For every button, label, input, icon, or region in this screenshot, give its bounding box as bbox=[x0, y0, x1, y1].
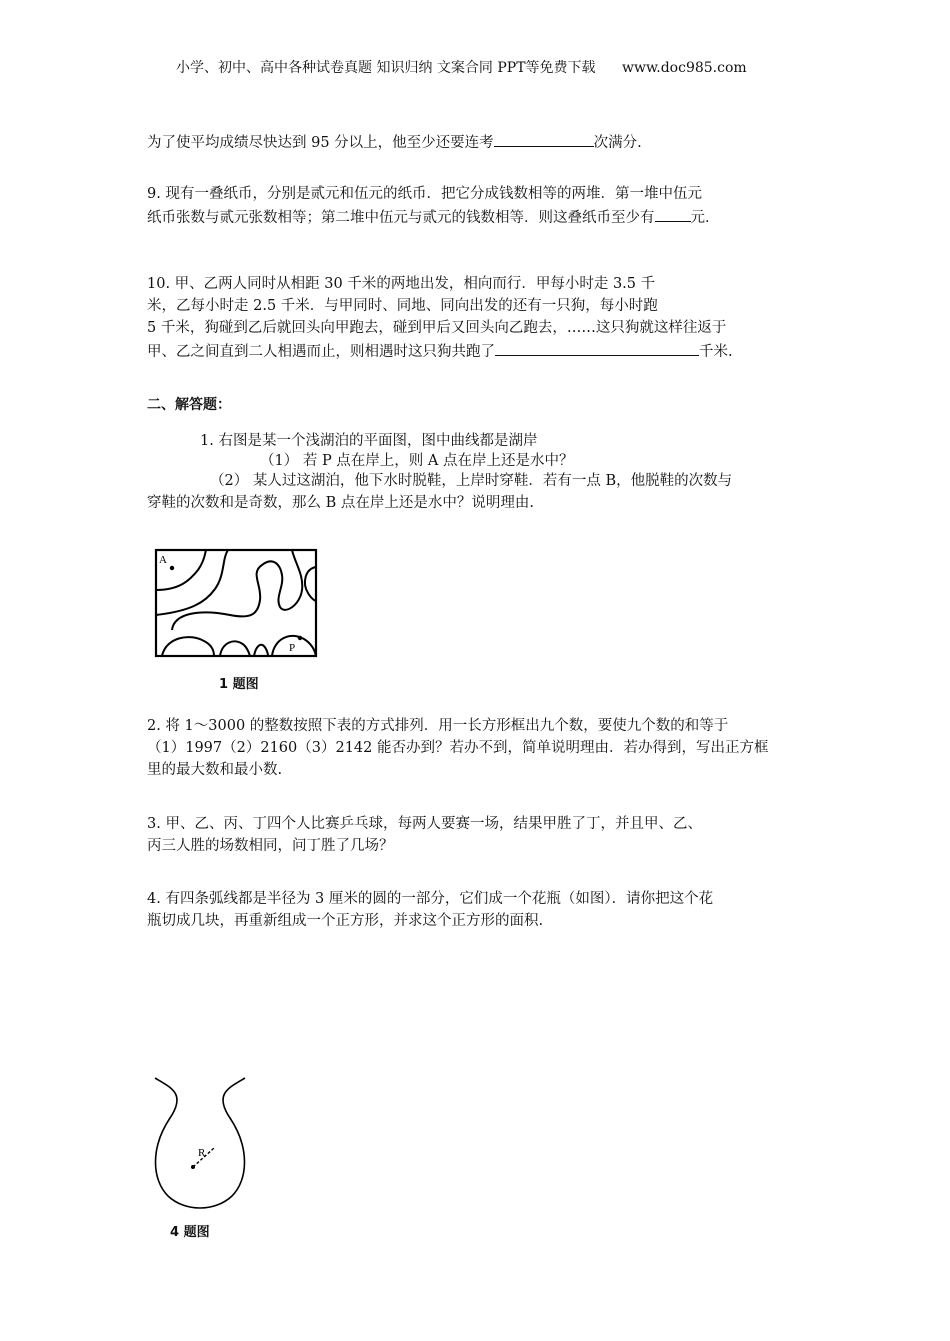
q10-line-3: 5 千米，狗碰到乙后就回头向甲跑去，碰到甲后又回头向乙跑去，……这只狗就这样往返于 bbox=[147, 320, 727, 336]
header-text: 小学、初中、高中各种试卷真题 知识归纳 文案合同 PPT等免费下载 bbox=[176, 60, 596, 76]
lake-map-figure bbox=[150, 545, 322, 661]
point-p-dot bbox=[298, 636, 302, 640]
q10-line-1: 10. 甲、乙两人同时从相距 30 千米的两地出发，相向而行．甲每小时走 3.5 千 bbox=[147, 276, 656, 292]
shore-curve-6 bbox=[220, 641, 250, 656]
point-a-dot bbox=[170, 566, 174, 570]
vase-figure bbox=[140, 1070, 260, 1220]
figure-1-caption: 1 题图 bbox=[219, 677, 259, 692]
page-header bbox=[176, 58, 747, 78]
label-a: A bbox=[159, 554, 167, 566]
q9-answer-blank[interactable] bbox=[655, 206, 691, 222]
vase-outline bbox=[155, 1078, 245, 1208]
q9-line-1: 9. 现有一叠纸币，分别是贰元和伍元的纸币．把它分成钱数相等的两堆．第一堆中伍元 bbox=[147, 186, 702, 202]
shore-curve-3 bbox=[172, 550, 302, 630]
p2-line-2: （1）1997（2）2160（3）2142 能否办到？若办不到，简单说明理由．若办得到，写出正方框 bbox=[147, 740, 769, 756]
shore-curve-7 bbox=[254, 645, 268, 656]
figure-4-caption: 4 题图 bbox=[170, 1225, 210, 1240]
p1-line-2: （1） 若 P 点在岸上，则 A 点在岸上还是水中？ bbox=[260, 453, 574, 469]
q9-line-2: 纸币张数与贰元张数相等；第二堆中伍元与贰元的钱数相等．则这叠纸币至少有 元． bbox=[147, 206, 720, 228]
q10-answer-blank[interactable] bbox=[495, 340, 699, 356]
shore-curve-4 bbox=[305, 567, 316, 601]
lake-map-border bbox=[156, 550, 316, 656]
shore-curve-5 bbox=[162, 637, 214, 656]
q10-line-2: 米，乙每小时走 2.5 千米．与甲同时、同地、同向出发的还有一只狗，每小时跑 bbox=[147, 298, 658, 314]
q8-answer-blank[interactable] bbox=[494, 131, 594, 147]
p1-line-4: 穿鞋的次数和是奇数，那么 B 点在岸上还是水中？说明理由. bbox=[147, 495, 534, 511]
label-r: R bbox=[198, 1147, 206, 1159]
section-2-title: 二、解答题： bbox=[147, 397, 231, 413]
p3-line-2: 丙三人胜的场数相同，问丁胜了几场？ bbox=[147, 838, 394, 854]
p3-line-1: 3. 甲、乙、丙、丁四个人比赛乒乓球，每两人要赛一场，结果甲胜了丁，并且甲、乙、 bbox=[147, 816, 702, 832]
p2-line-1: 2. 将 1～3000 的整数按照下表的方式排列．用一长方形框出九个数，要使九个数的和等于 bbox=[147, 718, 729, 734]
p2-line-3: 里的最大数和最小数. bbox=[147, 762, 283, 778]
header-url: www.doc985.com bbox=[621, 60, 747, 76]
label-p: P bbox=[289, 642, 296, 654]
p4-line-2: 瓶切成几块，再重新组成一个正方形，并求这个正方形的面积. bbox=[147, 913, 544, 929]
p1-line-1: 1. 右图是某一个浅湖泊的平面图，图中曲线都是湖岸 bbox=[200, 433, 538, 449]
q8-line: 为了使平均成绩尽快达到 95 分以上，他至少还要连考 次满分. bbox=[147, 131, 642, 153]
q10-line-4: 甲、乙之间直到二人相遇而止，则相遇时这只狗共跑了 千米. bbox=[147, 340, 733, 362]
p4-line-1: 4. 有四条弧线都是半径为 3 厘米的圆的一部分，它们成一个花瓶（如图）．请你把这个花 bbox=[147, 891, 714, 907]
p1-line-3: （2） 某人过这湖泊，他下水时脱鞋，上岸时穿鞋．若有一点 B，他脱鞋的次数与 bbox=[210, 473, 733, 489]
